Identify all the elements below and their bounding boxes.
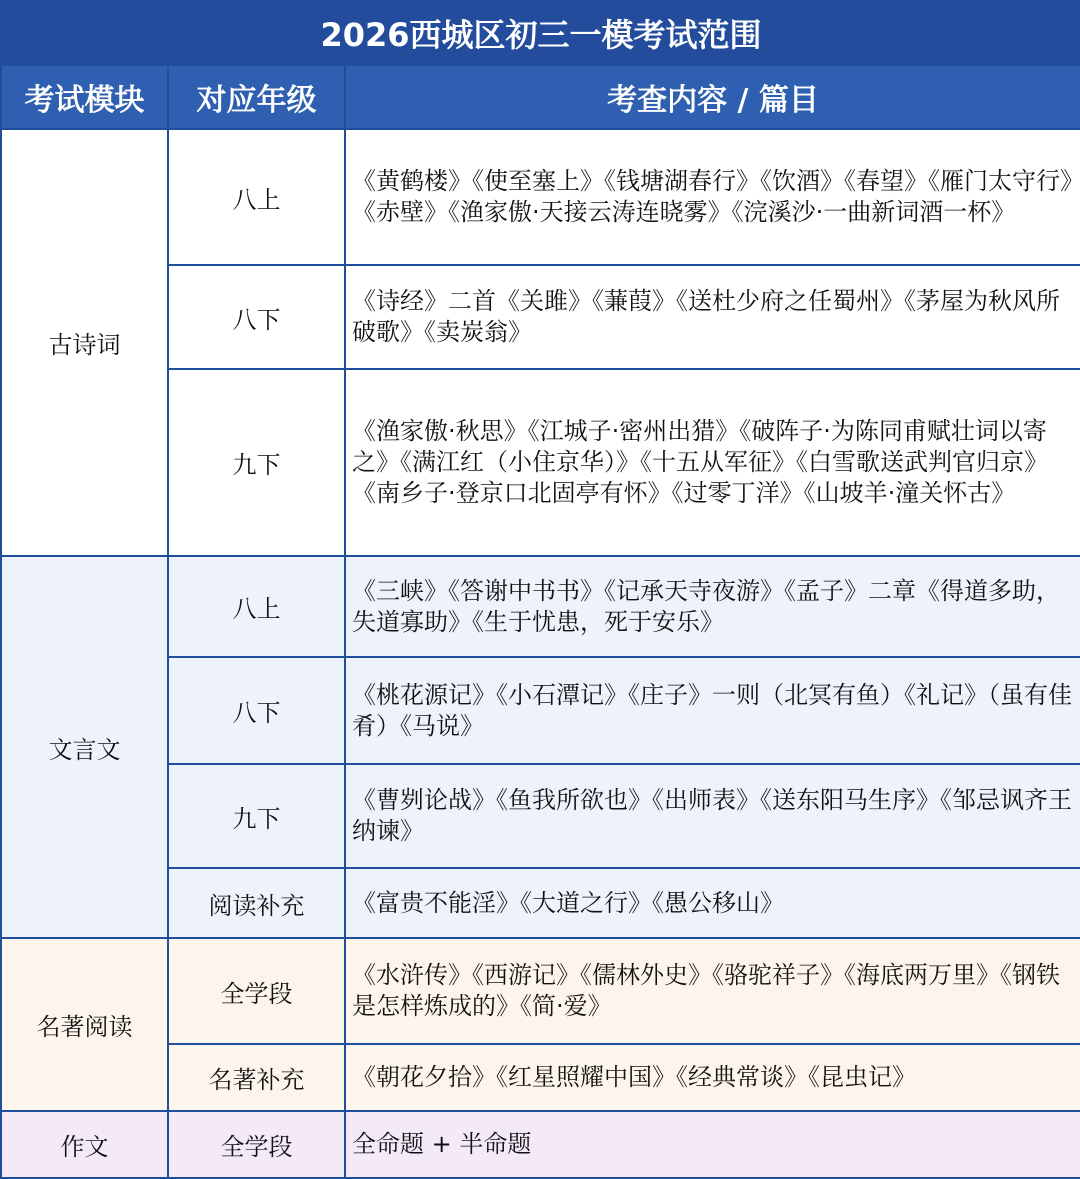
module-essay: 作文	[1, 1111, 168, 1178]
grade-label: 八下	[168, 657, 345, 764]
content-text: 《曹刿论战》《鱼我所欲也》《出师表》《送东阳马生序》《邹忌讽齐王纳谏》	[345, 764, 1080, 868]
module-books: 名著阅读	[1, 938, 168, 1111]
grade-label: 全学段	[168, 938, 345, 1044]
content-text: 《水浒传》《西游记》《儒林外史》《骆驼祥子》《海底两万里》《钢铁是怎样炼成的》《简·爱》	[345, 938, 1080, 1044]
grade-label: 八上	[168, 129, 345, 265]
content-text: 《桃花源记》《小石潭记》《庄子》一则（北冥有鱼）《礼记》（虽有佳肴）《马说》	[345, 657, 1080, 764]
grade-label: 全学段	[168, 1111, 345, 1178]
content-text: 《诗经》二首《关雎》《蒹葭》《送杜少府之任蜀州》《茅屋为秋风所破歌》《卖炭翁》	[345, 265, 1080, 369]
content-text: 《三峡》《答谢中书书》《记承天寺夜游》《孟子》二章《得道多助，失道寡助》《生于忧患，死于安乐》	[345, 556, 1080, 657]
header-grade: 对应年级	[168, 65, 345, 129]
grade-label: 八下	[168, 265, 345, 369]
content-text: 《富贵不能淫》《大道之行》《愚公移山》	[345, 868, 1080, 938]
grade-label: 阅读补充	[168, 868, 345, 938]
grade-label: 九下	[168, 764, 345, 868]
module-poetry: 古诗词	[1, 129, 168, 556]
header-content: 考查内容 / 篇目	[345, 65, 1080, 129]
content-text: 《黄鹤楼》《使至塞上》《钱塘湖春行》《饮酒》《春望》《雁门太守行》《赤壁》《渔家傲·天接云涛连晓雾》《浣溪沙·一曲新词酒一杯》	[345, 129, 1080, 265]
header-module: 考试模块	[1, 65, 168, 129]
table-title: 2026西城区初三一模考试范围	[1, 1, 1080, 65]
content-text: 《朝花夕拾》《红星照耀中国》《经典常谈》《昆虫记》	[345, 1044, 1080, 1111]
module-classical: 文言文	[1, 556, 168, 938]
grade-label: 名著补充	[168, 1044, 345, 1111]
grade-label: 九下	[168, 369, 345, 556]
content-text: 全命题 + 半命题	[345, 1111, 1080, 1178]
grade-label: 八上	[168, 556, 345, 657]
content-text: 《渔家傲·秋思》《江城子·密州出猎》《破阵子·为陈同甫赋壮词以寄之》《满江红（小住京华）》《十五从军征》《白雪歌送武判官归京》《南乡子·登京口北固亭有怀》《过零丁洋》《山坡羊·潼关怀古》	[345, 369, 1080, 556]
